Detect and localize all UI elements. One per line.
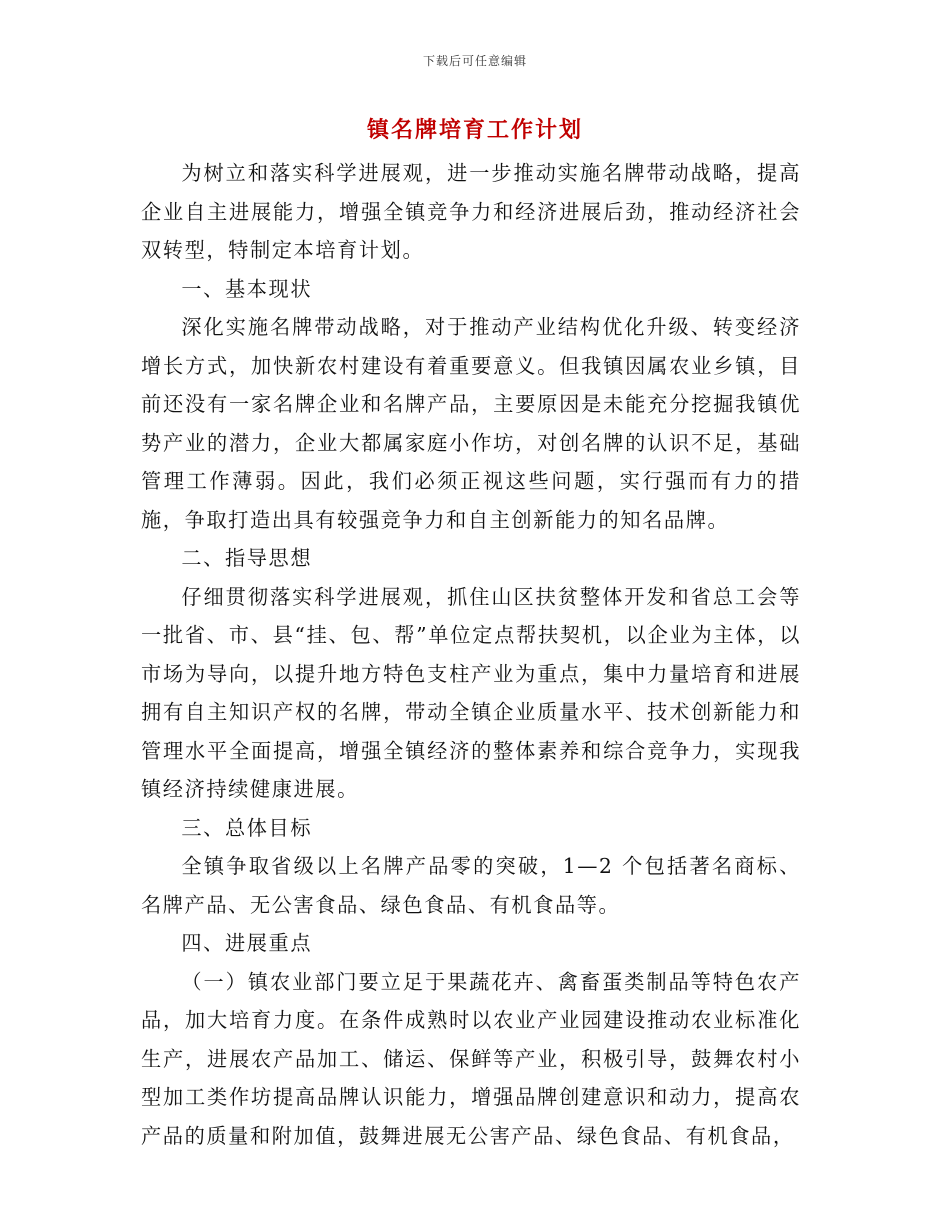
guiding-ideology-paragraph: 仔细贯彻落实科学进展观，抓住山区扶贫整体开发和省总工会等一批省、市、县“挂、包、帮”单位定点帮扶契机，以企业为主体，以市场为导向，以提升地方特色支柱产业为重点，集中力量培育和进展拥有自主知识产权的名牌，带动全镇企业质量水平、技术创新能力和管理水平全面提高，增强全镇经济的整体素养和综合竞争力，实现我镇经济持续健康进展。	[141, 584, 801, 801]
section-heading-guiding-ideology: 二、指导思想	[181, 546, 313, 570]
document-body	[141, 154, 801, 1155]
overall-goal-paragraph: 全镇争取省级以上名牌产品零的突破，1—2 个包括著名商标、名牌产品、无公害食品、绿色食品、有机食品等。	[141, 854, 801, 917]
section-heading-overall-goal: 三、总体目标	[181, 815, 313, 840]
document-title: 镇名牌培育工作计划	[366, 117, 583, 143]
section-heading-basic-status: 一、基本现状	[181, 276, 313, 301]
section-heading-development-focus: 四、进展重点	[181, 931, 313, 955]
header-note: 下载后可任意编辑	[422, 54, 527, 68]
intro-paragraph: 为树立和落实科学进展观，进一步推动实施名牌带动战略，提高企业自主进展能力，增强全镇竞争力和经济进展后劲，推动经济社会双转型，特制定本培育计划。	[141, 161, 801, 262]
basic-status-paragraph: 深化实施名牌带动战略，对于推动产业结构优化升级、转变经济增长方式，加快新农村建设有着重要意义。但我镇因属农业乡镇，目前还没有一家名牌企业和名牌产品，主要原因是未能充分挖掘我镇优势产业的潜力，企业大都属家庭小作坊，对创名牌的认识不足，基础管理工作薄弱。因此，我们必须正视这些问题，实行强而有力的措施，争取打造出具有较强竞争力和自主创新能力的知名品牌。	[141, 315, 801, 532]
development-focus-paragraph: （一）镇农业部门要立足于果蔬花卉、禽畜蛋类制品等特色农产品，加大培育力度。在条件成熟时以农业产业园建设推动农业标准化生产，进展农产品加工、储运、保鲜等产业，积极引导，鼓舞农村小型加工类作坊提高品牌认识能力，增强品牌创建意识和动力，提高农产品的质量和附加值，鼓舞进展无公害产品、绿色食品、有机食品，	[141, 969, 801, 1148]
